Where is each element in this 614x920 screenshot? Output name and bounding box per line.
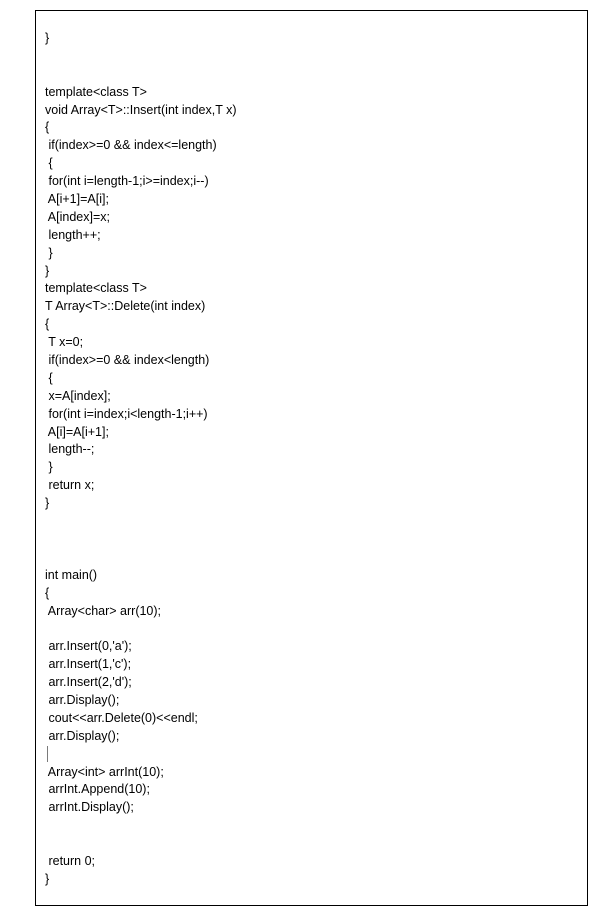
code-line <box>45 620 579 638</box>
code-line: arr.Insert(2,'d'); <box>45 675 132 690</box>
code-line: if(index>=0 && index<=length) <box>45 138 217 153</box>
code-line: A[i]=A[i+1]; <box>45 424 109 439</box>
code-line: return x; <box>45 478 95 493</box>
code-line: { <box>45 156 53 171</box>
code-line: { <box>45 370 53 385</box>
code-line <box>45 513 579 531</box>
code-line: cout<<arr.Delete(0)<<endl; <box>45 710 198 725</box>
document-page <box>35 10 588 906</box>
code-line: arr.Insert(1,'c'); <box>45 657 132 672</box>
code-line: { <box>45 120 50 135</box>
code-line: A[index]=x; <box>45 209 110 224</box>
code-line: } <box>45 496 50 511</box>
code-line: T Array<T>::Delete(int index) <box>45 299 206 314</box>
code-line: { <box>45 585 50 600</box>
code-line: if(index>=0 && index<length) <box>45 353 210 368</box>
code-line <box>45 531 579 549</box>
code-line: } <box>45 245 53 260</box>
code-line: return 0; <box>45 853 96 868</box>
code-line <box>45 746 579 764</box>
code-line: A[i+1]=A[i]; <box>45 192 109 207</box>
code-line: arr.Display(); <box>45 728 120 743</box>
code-line <box>45 48 579 66</box>
code-line: } <box>45 460 53 475</box>
code-line: for(int i=length-1;i>=index;i--) <box>45 174 209 189</box>
code-line: arrInt.Display(); <box>45 800 134 815</box>
code-line: template<class T> <box>45 84 147 99</box>
code-line: arr.Display(); <box>45 692 120 707</box>
code-line: x=A[index]; <box>45 388 111 403</box>
code-line: arr.Insert(0,'a'); <box>45 639 132 654</box>
code-line: } <box>45 871 50 886</box>
code-line <box>45 817 579 835</box>
code-line: for(int i=index;i<length-1;i++) <box>45 406 208 421</box>
code-line: arrInt.Append(10); <box>45 782 150 797</box>
code-line <box>45 835 579 853</box>
code-line <box>45 549 579 567</box>
code-line: { <box>45 317 50 332</box>
code-line: Array<int> arrInt(10); <box>45 764 164 779</box>
text-cursor <box>47 746 48 762</box>
code-line: length++; <box>45 227 101 242</box>
code-line: template<class T> <box>45 281 147 296</box>
code-line: int main() <box>45 567 98 582</box>
code-line: length--; <box>45 442 95 457</box>
code-line: T x=0; <box>45 335 84 350</box>
code-line <box>45 66 579 84</box>
code-text-area[interactable] <box>45 30 579 889</box>
code-line: } <box>45 263 50 278</box>
code-line: } <box>45 31 50 45</box>
code-line: void Array<T>::Insert(int index,T x) <box>45 102 237 117</box>
code-line: Array<char> arr(10); <box>45 603 162 618</box>
